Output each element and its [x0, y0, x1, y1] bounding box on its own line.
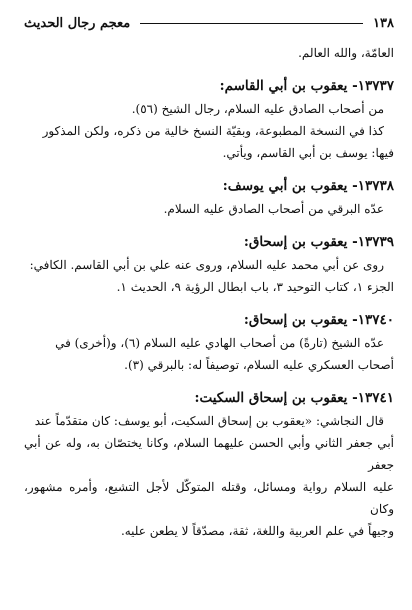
entry-13737	[24, 74, 394, 164]
book-title: معجم رجال الحديث	[24, 15, 131, 31]
entry-line: من أصحاب الصادق عليه السلام، رجال الشيخ (٥٦).	[131, 102, 384, 116]
entry-title: ١٣٧٣٨- يعقوب بن أبي يوسف:	[222, 178, 394, 194]
entry-line: قال النجاشي: «يعقوب بن إسحاق السكيت، أبو يوسف: كان متقدّماً عند	[34, 414, 384, 428]
entry-line: روى عن أبي محمد عليه السلام، وروى عنه علي بن أبي القاسم. الكافي:	[29, 258, 384, 272]
entry-line: عليه السلام رواية ومسائل، وقتله المتوكّل لأجل التشيع، وأمره مشهور، وكان	[24, 480, 394, 516]
page-number: ١٣٨	[373, 15, 394, 31]
entry-line: أصحاب العسكري عليه السلام، توصيفاً له: بالبرقي (٣).	[124, 358, 394, 372]
entry-title: ١٣٧٣٧- يعقوب بن أبي القاسم:	[219, 78, 394, 94]
book-page	[24, 10, 394, 542]
entry-line: الجزء ١، كتاب التوحيد ٣، باب ابطال الرؤية ٩، الحديث ١.	[116, 280, 394, 294]
page-header	[24, 10, 394, 36]
entry-13741	[24, 386, 394, 542]
top-continuation: العامّة، والله العالم.	[298, 46, 394, 60]
entry-line: عدّه البرقي من أصحاب الصادق عليه السلام.	[163, 202, 384, 216]
entry-13739	[24, 230, 394, 298]
header-rule	[140, 23, 363, 24]
entry-line: أبي جعفر الثاني وأبي الحسن عليهما السلام، وكانا يختصّان به، وله عن أبي جعفر	[24, 436, 394, 472]
entry-line: وجيهاً في علم العربية واللغة، ثقة، مصدّقاً لا يطعن عليه.	[120, 524, 394, 538]
entry-title: ١٣٧٤١- يعقوب بن إسحاق السكيت:	[194, 390, 394, 406]
entry-line: عدّه الشيخ (تارةً) من أصحاب الهادي عليه السلام (٦)، و(أخرى) في	[55, 336, 384, 350]
entry-title: ١٣٧٤٠- يعقوب بن إسحاق:	[243, 312, 394, 328]
entry-13738	[24, 174, 394, 220]
entry-line: كذا في النسخة المطبوعة، وبقيّة النسخ خالية من ذكره، ولكن المذكور	[42, 124, 384, 138]
entry-line: فيها: يوسف بن أبي القاسم، ويأتي.	[222, 146, 394, 160]
entry-13740	[24, 308, 394, 376]
entry-title: ١٣٧٣٩- يعقوب بن إسحاق:	[243, 234, 394, 250]
